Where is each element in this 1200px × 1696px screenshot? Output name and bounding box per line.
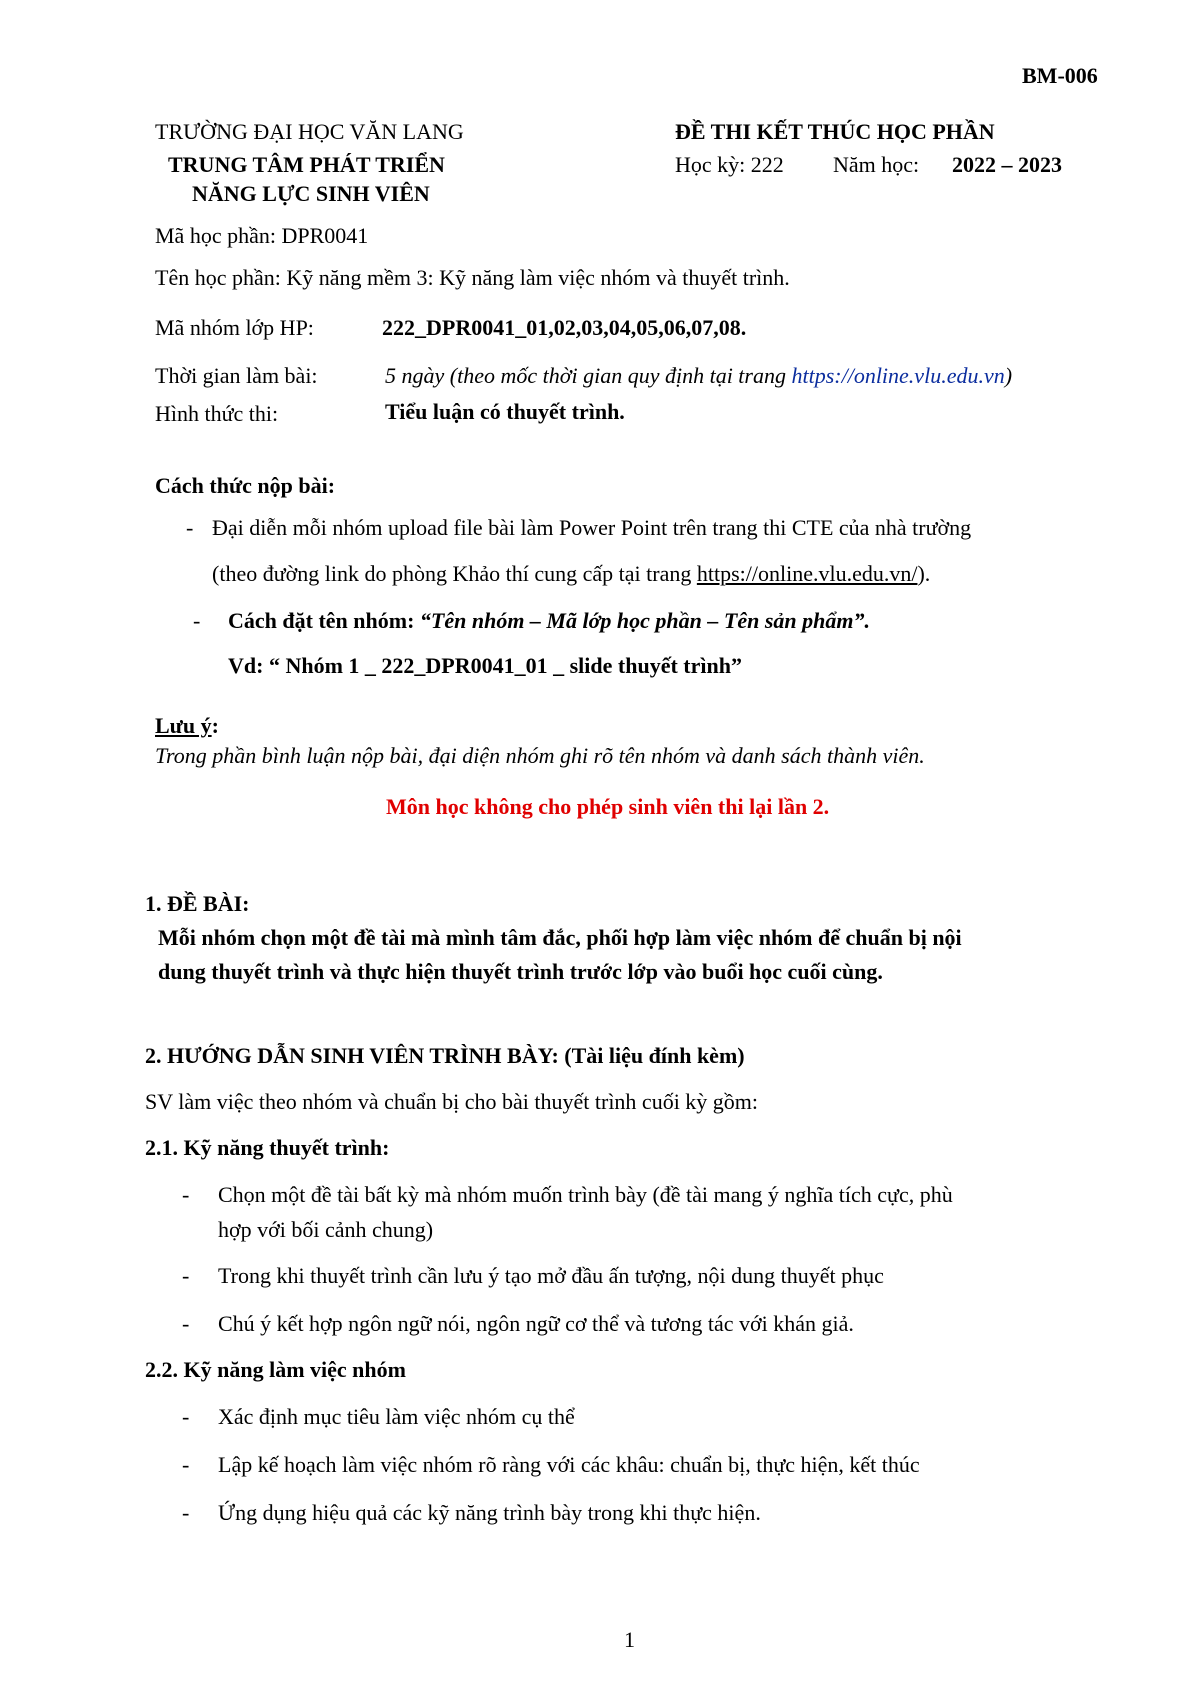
sub1-item3: Chú ý kết hợp ngôn ngữ nói, ngôn ngữ cơ thể và tương tác với khán giả. <box>218 1311 854 1336</box>
bullet: - <box>182 1263 190 1288</box>
class-group-label: Mã nhóm lớp HP: <box>155 315 314 340</box>
note-title: Lưu ý: <box>155 713 219 738</box>
retake-warning: Môn học không cho phép sinh viên thi lại lần 2. <box>386 794 830 819</box>
bullet: - <box>182 1404 190 1429</box>
class-group-value: 222_DPR0041_01,02,03,04,05,06,07,08. <box>382 315 747 340</box>
exam-title: ĐỀ THI KẾT THÚC HỌC PHẦN <box>675 119 995 144</box>
semester: Học kỳ: 222 <box>675 152 784 177</box>
bullet: - <box>182 1452 190 1477</box>
section1-title: 1. ĐỀ BÀI: <box>145 891 250 916</box>
course-code: Mã học phần: DPR0041 <box>155 223 369 248</box>
exam-form-value: Tiểu luận có thuyết trình. <box>385 399 625 424</box>
university-name: TRƯỜNG ĐẠI HỌC VĂN LANG <box>155 119 464 144</box>
bullet: - <box>182 1311 190 1336</box>
sub2-item2: Lập kế hoạch làm việc nhóm rõ ràng với các khâu: chuẩn bị, thực hiện, kết thúc <box>218 1452 920 1477</box>
submission-link[interactable]: https://online.vlu.edu.vn/ <box>696 561 918 586</box>
sub1-item1-line1: Chọn một đề tài bất kỳ mà nhóm muốn trình bày (đề tài mang ý nghĩa tích cực, phù <box>218 1182 953 1207</box>
center-name-line1: TRUNG TÂM PHÁT TRIỂN <box>168 152 445 177</box>
sub1-item2: Trong khi thuyết trình cần lưu ý tạo mở đầu ấn tượng, nội dung thuyết phục <box>218 1263 884 1288</box>
submission-title: Cách thức nộp bài: <box>155 473 336 498</box>
subsection-2-2-title: 2.2. Kỹ năng làm việc nhóm <box>145 1357 406 1382</box>
sub2-item1: Xác định mục tiêu làm việc nhóm cụ thể <box>218 1404 575 1429</box>
section2-title: 2. HƯỚNG DẪN SINH VIÊN TRÌNH BÀY: (Tài liệu đính kèm) <box>145 1043 745 1068</box>
exam-form-label: Hình thức thi: <box>155 401 279 426</box>
naming-example: Vd: “ Nhóm 1 _ 222_DPR0041_01 _ slide thuyết trình” <box>228 653 742 678</box>
note-text: Trong phần bình luận nộp bài, đại diện nhóm ghi rõ tên nhóm và danh sách thành viên. <box>155 743 925 768</box>
bullet: - <box>182 1500 190 1525</box>
section1-line1: Mỗi nhóm chọn một đề tài mà mình tâm đắc, phối hợp làm việc nhóm để chuẩn bị nội <box>158 925 962 950</box>
submission-item1-line1: Đại diễn mỗi nhóm upload file bài làm Power Point trên trang thi CTE của nhà trường <box>212 515 972 540</box>
course-name: Tên học phần: Kỹ năng mềm 3: Kỹ năng làm việc nhóm và thuyết trình. <box>155 265 790 290</box>
page-number: 1 <box>624 1627 635 1652</box>
sub1-item1-line2: hợp với bối cảnh chung) <box>218 1217 434 1242</box>
section1-line2: dung thuyết trình và thực hiện thuyết trình trước lớp vào buổi học cuối cùng. <box>158 959 883 984</box>
submission-item1-line2: (theo đường link do phòng Khảo thí cung cấp tại trang https://online.vlu.edu.vn/). <box>212 561 931 586</box>
bullet: - <box>193 608 201 633</box>
academic-year-value: 2022 – 2023 <box>952 152 1062 177</box>
bullet: - <box>186 515 194 540</box>
duration-value: 5 ngày (theo mốc thời gian quy định tại trang https://online.vlu.edu.vn) <box>385 363 1013 388</box>
naming-rule: Cách đặt tên nhóm: “Tên nhóm – Mã lớp học phần – Tên sản phẩm”. <box>228 608 870 633</box>
form-code: BM-006 <box>1022 63 1098 88</box>
center-name-line2: NĂNG LỰC SINH VIÊN <box>192 181 430 206</box>
duration-label: Thời gian làm bài: <box>155 363 318 388</box>
section2-intro: SV làm việc theo nhóm và chuẩn bị cho bài thuyết trình cuối kỳ gồm: <box>145 1089 759 1114</box>
sub2-item3: Ứng dụng hiệu quả các kỹ năng trình bày trong khi thực hiện. <box>218 1500 761 1525</box>
academic-year-label: Năm học: <box>833 152 920 177</box>
subsection-2-1-title: 2.1. Kỹ năng thuyết trình: <box>145 1135 390 1160</box>
online-portal-link[interactable]: https://online.vlu.edu.vn <box>791 363 1005 388</box>
bullet: - <box>182 1182 190 1207</box>
